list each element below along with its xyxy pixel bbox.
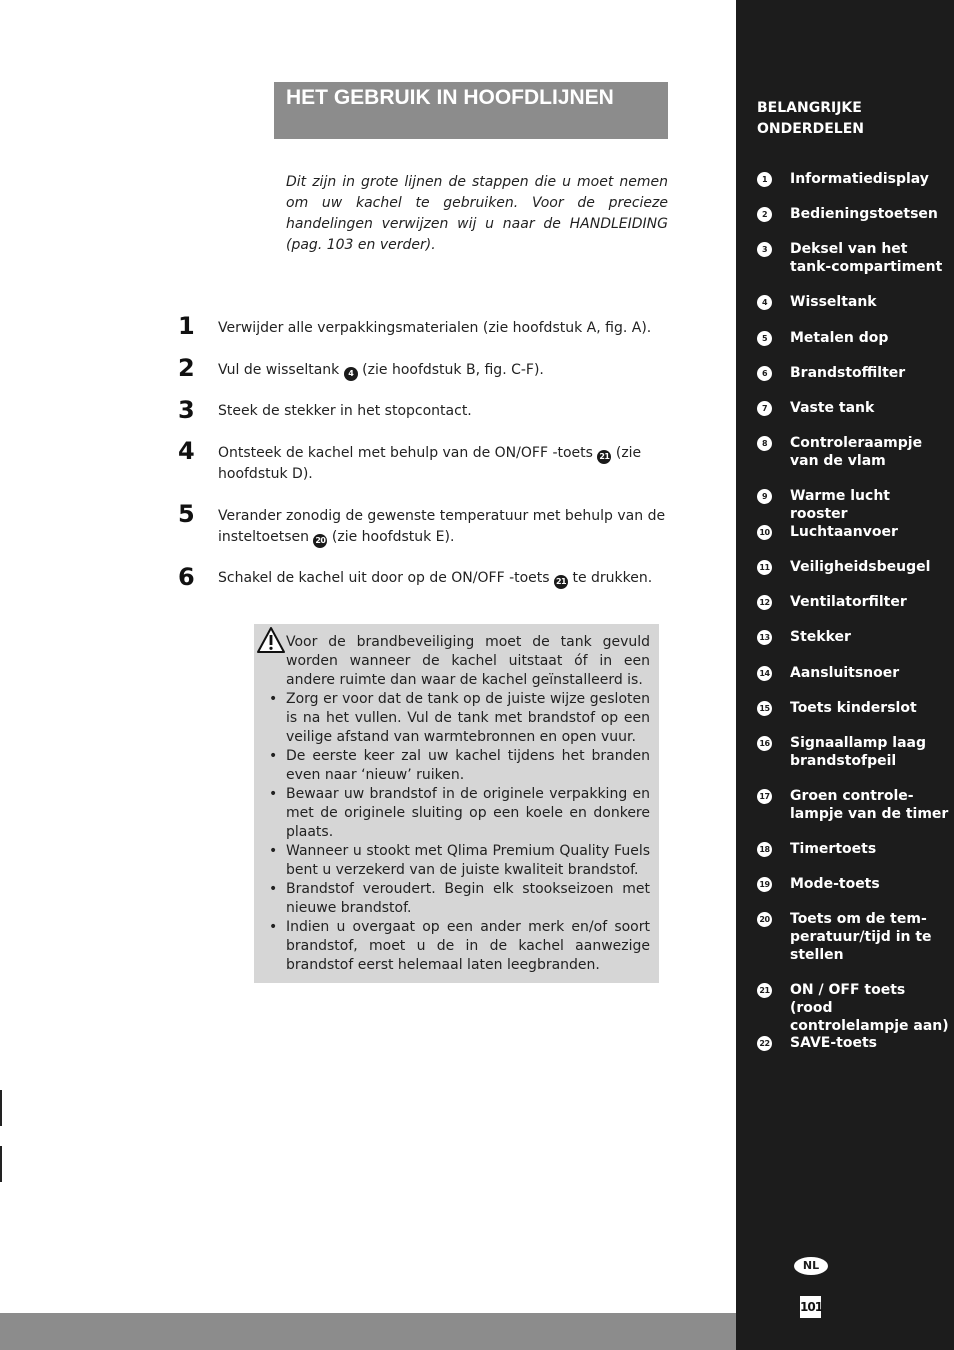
part-number-badge: 4 [757, 295, 772, 310]
part-label: Signaallamp laag brandstofpeil [790, 735, 927, 769]
warning-lead: Voor de brandbeveiliging moet de tank gevuld worden wanneer de kachel uitstaat óf in een andere ruimte dan waar de kachel geïnstalleerd is. [286, 634, 650, 688]
part-label: Stekker [790, 629, 851, 645]
step-text: Steek de stekker in het stopcontact. [218, 403, 472, 419]
warning-bullet: • Indien u overgaat op een ander merk en/of soort brandstof, moet u de in de kachel aanwezige brandstof eerst helemaal laten leegbranden. [286, 918, 650, 975]
step-number: 6 [178, 563, 195, 591]
step-text: Verwijder alle verpakkingsmaterialen (zie hoofdstuk A, fig. A). [218, 320, 652, 336]
part-label: Bedieningstoetsen [790, 206, 938, 222]
section-title-box [274, 82, 668, 139]
part-number-badge: 20 [757, 912, 772, 927]
part-label: Wisseltank [790, 294, 877, 310]
edge-mark [0, 1090, 2, 1126]
part-number-badge: 15 [757, 701, 772, 716]
step-text: Ontsteek de kachel met behulp van de ON/OFF -toets 21 (zie hoofdstuk D). [218, 445, 642, 482]
part-label: ON / OFF toets (rood controlelampje aan) [790, 982, 949, 1034]
part-label: Toets om de tem-peratuur/tijd in te stellen [790, 911, 932, 963]
part-label: Brandstoffilter [790, 365, 906, 381]
warning-triangle-icon [256, 626, 286, 654]
part-label: Informatiedisplay [790, 171, 929, 187]
part-number-badge: 5 [757, 331, 772, 346]
part-label: Mode-toets [790, 876, 880, 892]
part-label: Luchtaanvoer [790, 524, 898, 540]
page-number: 101 [800, 1296, 821, 1318]
part-label: Timertoets [790, 841, 877, 857]
step-number: 4 [178, 437, 195, 465]
warning-bullet: • Wanneer u stookt met Qlima Premium Quality Fuels bent u verzekerd van de juiste kwaliteit brandstof. [286, 842, 650, 880]
part-number-badge: 16 [757, 736, 772, 751]
warning-bullet: • De eerste keer zal uw kachel tijdens het branden even naar ‘nieuw’ ruiken. [286, 747, 650, 785]
part-number-badge: 8 [757, 436, 772, 451]
part-number-badge: 6 [757, 366, 772, 381]
part-ref-badge: 21 [597, 450, 611, 464]
part-number-badge: 3 [757, 242, 772, 257]
part-label: Groen controle-lampje van de timer [790, 788, 949, 822]
part-label: Vaste tank [790, 400, 875, 416]
footer-bar [0, 1313, 736, 1350]
part-number-badge: 19 [757, 877, 772, 892]
language-badge: NL [794, 1257, 828, 1275]
part-number-badge: 9 [757, 489, 772, 504]
step-text: Vul de wisseltank 4 (zie hoofdstuk B, fig. C-F). [218, 360, 668, 381]
step-number: 2 [178, 354, 195, 382]
part-label: Warme lucht rooster [790, 488, 890, 522]
part-label: SAVE-toets [790, 1035, 878, 1051]
parts-sidebar [736, 0, 954, 1350]
part-number-badge: 2 [757, 207, 772, 222]
step-number: 1 [178, 312, 195, 340]
part-label: Metalen dop [790, 330, 889, 346]
part-number-badge: 11 [757, 560, 772, 575]
part-number-badge: 1 [757, 172, 772, 187]
safety-warning-box [254, 624, 659, 983]
part-ref-badge: 4 [344, 367, 358, 381]
part-label: Toets kinderslot [790, 700, 917, 716]
part-label: Ventilatorfilter [790, 594, 907, 610]
warning-bullet: • Bewaar uw brandstof in de originele verpakking en met de originele sluiting op een koele en donkere plaats. [286, 785, 650, 842]
part-number-badge: 7 [757, 401, 772, 416]
part-number-badge: 10 [757, 525, 772, 540]
part-label: Aansluitsnoer [790, 665, 900, 681]
sidebar-title: BELANGRIJKE ONDERDELEN [757, 100, 864, 137]
part-number-badge: 17 [757, 789, 772, 804]
part-ref-badge: 20 [313, 534, 327, 548]
part-number-badge: 13 [757, 630, 772, 645]
step-number: 5 [178, 500, 195, 528]
part-ref-badge: 21 [554, 575, 568, 589]
step-text: Schakel de kachel uit door op de ON/OFF -toets 21 te drukken. [218, 568, 668, 589]
part-number-badge: 18 [757, 842, 772, 857]
warning-text [286, 633, 650, 975]
part-label: Controleraampje van de vlam [790, 435, 923, 469]
section-title: HET GEBRUIK IN HOOFDLIJNEN [286, 86, 614, 109]
part-label: Veiligheidsbeugel [790, 559, 931, 575]
step-text: Verander zonodig de gewenste temperatuur met behulp van de insteltoetsen 20 (zie hoofdstuk E). [218, 506, 668, 548]
intro-paragraph: Dit zijn in grote lijnen de stappen die u moet nemen om uw kachel te gebruiken. Voor de precieze handelingen verwijzen wij u naar de HANDLEIDING (pag. 103 en verder). [286, 174, 668, 253]
part-number-badge: 12 [757, 595, 772, 610]
part-number-badge: 14 [757, 666, 772, 681]
edge-mark [0, 1146, 2, 1182]
warning-bullet: • Brandstof veroudert. Begin elk stookseizoen met nieuwe brandstof. [286, 880, 650, 918]
part-number-badge: 22 [757, 1036, 772, 1051]
part-number-badge: 21 [757, 983, 772, 998]
warning-bullets [286, 690, 650, 975]
step-number: 3 [178, 396, 195, 424]
warning-bullet: • Zorg er voor dat de tank op de juiste wijze gesloten is na het vullen. Vul de tank met brandstof op een veilige afstand van warmtebronnen en open vuur. [286, 690, 650, 747]
part-label: Deksel van het tank-compartiment [790, 241, 943, 275]
